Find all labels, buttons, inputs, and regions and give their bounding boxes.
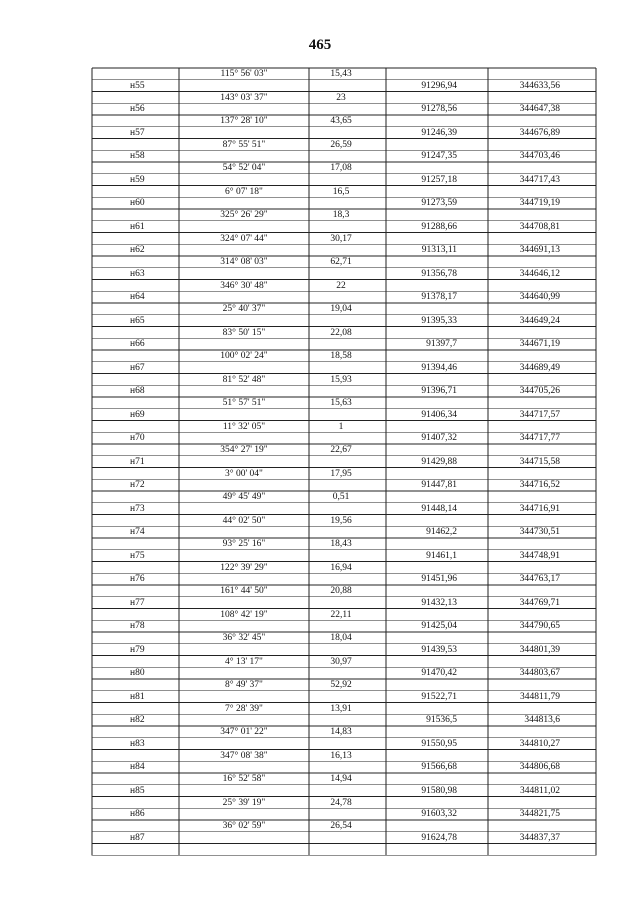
point-y-coordinate: 344715,58 bbox=[519, 456, 560, 467]
point-x-coordinate: 91356,78 bbox=[421, 268, 457, 279]
segment-angle: 8° 49' 37" bbox=[225, 680, 263, 690]
point-y-coordinate: 344730,51 bbox=[519, 527, 560, 538]
point-x-coordinate: 91522,71 bbox=[421, 691, 457, 702]
point-name: н78 bbox=[130, 621, 145, 632]
point-x-coordinate: 91394,46 bbox=[421, 362, 457, 373]
segment-distance: 22,11 bbox=[330, 609, 352, 620]
segment-angle: 36° 32' 45" bbox=[222, 633, 266, 643]
segment-distance: 0,51 bbox=[332, 492, 350, 502]
point-y-coordinate: 344716,52 bbox=[519, 480, 560, 491]
segment-angle: 347° 08' 38" bbox=[220, 750, 268, 761]
segment-distance: 18,43 bbox=[330, 539, 352, 549]
point-x-coordinate: 91425,04 bbox=[421, 621, 457, 632]
segment-distance: 18,58 bbox=[330, 351, 352, 361]
point-name: н68 bbox=[130, 386, 145, 397]
point-name: н61 bbox=[130, 221, 145, 232]
segment-angle: 87° 55' 51" bbox=[222, 139, 266, 150]
point-name: н60 bbox=[130, 198, 145, 209]
point-name: н65 bbox=[130, 315, 145, 326]
segment-distance: 22,08 bbox=[330, 327, 352, 338]
segment-angle: 25° 39' 19" bbox=[222, 797, 266, 808]
point-x-coordinate: 91432,13 bbox=[421, 597, 457, 608]
segment-angle: 324° 07' 44" bbox=[220, 233, 268, 244]
point-y-coordinate: 344717,43 bbox=[519, 174, 560, 185]
segment-distance: 52,92 bbox=[330, 680, 352, 690]
point-y-coordinate: 344790,65 bbox=[519, 621, 560, 632]
point-name: н84 bbox=[130, 762, 145, 773]
point-y-coordinate: 344810,27 bbox=[519, 738, 560, 749]
point-y-coordinate: 344763,17 bbox=[519, 574, 560, 585]
point-y-coordinate: 344649,24 bbox=[519, 315, 560, 326]
point-name: н71 bbox=[130, 456, 145, 467]
point-x-coordinate: 91566,68 bbox=[421, 762, 457, 773]
point-x-coordinate: 91624,78 bbox=[421, 832, 457, 843]
segment-angle: 81° 52' 48" bbox=[222, 374, 266, 385]
segment-angle: 161° 44' 50" bbox=[220, 586, 268, 596]
segment-angle: 83° 50' 15" bbox=[222, 327, 266, 338]
point-name: н57 bbox=[130, 127, 145, 138]
point-y-coordinate: 344821,75 bbox=[519, 809, 560, 820]
segment-distance: 22 bbox=[336, 280, 346, 291]
point-y-coordinate: 344691,13 bbox=[519, 245, 560, 256]
segment-distance: 19,56 bbox=[330, 515, 352, 526]
point-y-coordinate: 344837,37 bbox=[519, 832, 560, 843]
segment-distance: 15,43 bbox=[330, 69, 352, 79]
point-x-coordinate: 91378,17 bbox=[421, 292, 457, 303]
segment-distance: 1 bbox=[338, 421, 344, 432]
point-x-coordinate: 91406,34 bbox=[421, 409, 457, 420]
point-name: н77 bbox=[130, 597, 145, 608]
segment-distance: 18,04 bbox=[330, 633, 352, 643]
point-name: н66 bbox=[130, 339, 145, 350]
point-name: н79 bbox=[130, 644, 145, 655]
segment-angle: 51° 57' 51" bbox=[222, 398, 266, 408]
point-x-coordinate: 91397,7 bbox=[426, 339, 457, 350]
segment-distance: 22,67 bbox=[330, 445, 352, 455]
point-name: н83 bbox=[130, 738, 145, 749]
segment-angle: 108° 42' 19" bbox=[220, 609, 268, 620]
point-x-coordinate: 91429,88 bbox=[421, 456, 457, 467]
point-x-coordinate: 91550,95 bbox=[421, 738, 457, 749]
segment-angle: 16° 52' 58" bbox=[222, 774, 266, 784]
point-y-coordinate: 344748,91 bbox=[519, 550, 560, 561]
point-x-coordinate: 91448,14 bbox=[421, 503, 457, 514]
point-x-coordinate: 91407,32 bbox=[421, 433, 457, 444]
point-y-coordinate: 344769,71 bbox=[519, 597, 560, 608]
segment-distance: 16,13 bbox=[330, 750, 352, 761]
point-x-coordinate: 91580,98 bbox=[421, 785, 457, 796]
point-x-coordinate: 91396,71 bbox=[421, 386, 457, 397]
segment-distance: 43,65 bbox=[330, 116, 352, 126]
point-y-coordinate: 344717,57 bbox=[519, 409, 560, 420]
segment-angle: 4° 13' 17" bbox=[225, 656, 263, 667]
point-name: н69 bbox=[130, 409, 145, 420]
segment-distance: 17,95 bbox=[330, 468, 352, 479]
point-name: н56 bbox=[130, 104, 145, 115]
point-name: н80 bbox=[130, 668, 145, 679]
segment-distance: 23 bbox=[336, 92, 346, 103]
point-name: н59 bbox=[130, 174, 145, 185]
point-name: н67 bbox=[130, 362, 145, 373]
point-y-coordinate: 344671,19 bbox=[519, 339, 560, 350]
segment-distance: 15,93 bbox=[330, 374, 352, 385]
point-y-coordinate: 344689,49 bbox=[519, 362, 560, 373]
point-x-coordinate: 91447,81 bbox=[421, 480, 457, 491]
point-name: н76 bbox=[130, 574, 145, 585]
segment-angle: 137° 28' 10" bbox=[220, 116, 268, 126]
point-name: н85 bbox=[130, 785, 145, 796]
point-y-coordinate: 344705,26 bbox=[519, 386, 560, 397]
segment-distance: 13,91 bbox=[330, 703, 352, 714]
point-x-coordinate: 91296,94 bbox=[421, 80, 457, 91]
point-x-coordinate: 91257,18 bbox=[421, 174, 457, 185]
segment-distance: 26,54 bbox=[330, 821, 352, 831]
point-name: н74 bbox=[130, 527, 145, 538]
point-name: н55 bbox=[130, 80, 145, 91]
segment-angle: 100° 02' 24" bbox=[220, 351, 268, 361]
segment-angle: 122° 39' 29" bbox=[220, 562, 268, 573]
point-x-coordinate: 91288,66 bbox=[421, 221, 457, 232]
point-name: н64 bbox=[130, 292, 145, 303]
point-name: н58 bbox=[130, 151, 145, 162]
point-y-coordinate: 344708,81 bbox=[519, 221, 560, 232]
segment-angle: 347° 01' 22" bbox=[220, 727, 268, 737]
segment-angle: 49° 45' 49" bbox=[222, 492, 266, 502]
segment-distance: 24,78 bbox=[330, 797, 352, 808]
point-x-coordinate: 91273,59 bbox=[421, 198, 457, 209]
point-x-coordinate: 91470,42 bbox=[421, 668, 457, 679]
segment-distance: 14,83 bbox=[330, 727, 352, 737]
point-x-coordinate: 91603,32 bbox=[421, 809, 457, 820]
segment-distance: 62,71 bbox=[330, 257, 352, 267]
segment-distance: 16,5 bbox=[332, 186, 350, 197]
segment-distance: 18,3 bbox=[332, 210, 350, 220]
point-y-coordinate: 344646,12 bbox=[519, 268, 560, 279]
point-x-coordinate: 91451,96 bbox=[421, 574, 457, 585]
point-y-coordinate: 344719,19 bbox=[519, 198, 560, 209]
segment-distance: 16,94 bbox=[330, 562, 352, 573]
point-y-coordinate: 344803,67 bbox=[519, 668, 560, 679]
point-name: н62 bbox=[130, 245, 145, 256]
point-name: н87 bbox=[130, 832, 145, 843]
point-name: н70 bbox=[130, 433, 145, 444]
point-y-coordinate: 344640,99 bbox=[519, 292, 560, 303]
segment-angle: 143° 03' 37" bbox=[220, 92, 268, 103]
point-x-coordinate: 91461,1 bbox=[426, 550, 457, 561]
point-name: н86 bbox=[130, 809, 145, 820]
segment-angle: 325° 26' 29" bbox=[220, 210, 268, 220]
segment-distance: 26,59 bbox=[330, 139, 352, 150]
point-name: н81 bbox=[130, 691, 145, 702]
point-y-coordinate: 344717,77 bbox=[519, 433, 560, 444]
point-y-coordinate: 344806,68 bbox=[519, 762, 560, 773]
point-y-coordinate: 344801,39 bbox=[519, 644, 560, 655]
point-y-coordinate: 344716,91 bbox=[519, 503, 560, 514]
point-x-coordinate: 91313,11 bbox=[421, 245, 457, 256]
segment-angle: 3° 00' 04" bbox=[225, 468, 263, 479]
point-name: н63 bbox=[130, 268, 145, 279]
segment-distance: 14,94 bbox=[330, 774, 352, 784]
page-number: 465 bbox=[308, 37, 332, 53]
segment-angle: 25° 40' 37" bbox=[222, 304, 266, 314]
segment-angle: 11° 32' 05" bbox=[222, 421, 266, 432]
point-x-coordinate: 91395,33 bbox=[421, 315, 457, 326]
point-y-coordinate: 344811,02 bbox=[519, 785, 560, 796]
point-name: н73 bbox=[130, 503, 145, 514]
segment-angle: 93° 25' 16" bbox=[222, 539, 266, 549]
point-x-coordinate: 91462,2 bbox=[426, 527, 457, 538]
point-name: н72 bbox=[130, 480, 145, 491]
point-y-coordinate: 344703,46 bbox=[519, 151, 560, 162]
segment-angle: 54° 52' 04" bbox=[222, 163, 266, 173]
segment-distance: 30,17 bbox=[330, 233, 352, 244]
segment-distance: 19,04 bbox=[330, 304, 352, 314]
point-y-coordinate: 344633,56 bbox=[519, 80, 560, 91]
segment-distance: 20,88 bbox=[330, 586, 352, 596]
segment-distance: 15,63 bbox=[330, 398, 352, 408]
segment-angle: 314° 08' 03" bbox=[220, 257, 268, 267]
segment-angle: 354° 27' 19" bbox=[220, 445, 268, 455]
segment-angle: 346° 30' 48" bbox=[220, 280, 268, 291]
point-x-coordinate: 91536,5 bbox=[426, 715, 457, 726]
segment-angle: 44° 02' 50" bbox=[222, 515, 266, 526]
point-x-coordinate: 91247,35 bbox=[421, 151, 457, 162]
segment-angle: 7° 28' 39" bbox=[225, 703, 263, 714]
point-x-coordinate: 91278,56 bbox=[421, 104, 457, 115]
point-y-coordinate: 344811,79 bbox=[519, 691, 560, 702]
segment-angle: 115° 56' 03" bbox=[220, 69, 268, 79]
point-y-coordinate: 344676,89 bbox=[519, 127, 560, 138]
segment-angle: 36° 02' 59" bbox=[222, 821, 266, 831]
segment-distance: 30,97 bbox=[330, 656, 352, 667]
point-x-coordinate: 91439,53 bbox=[421, 644, 457, 655]
point-x-coordinate: 91246,39 bbox=[421, 127, 457, 138]
segment-distance: 17,08 bbox=[330, 163, 352, 173]
point-y-coordinate: 344813,6 bbox=[524, 715, 560, 726]
point-y-coordinate: 344647,38 bbox=[519, 104, 560, 115]
segment-angle: 6° 07' 18" bbox=[225, 186, 263, 197]
point-name: н75 bbox=[130, 550, 145, 561]
point-name: н82 bbox=[130, 715, 145, 726]
